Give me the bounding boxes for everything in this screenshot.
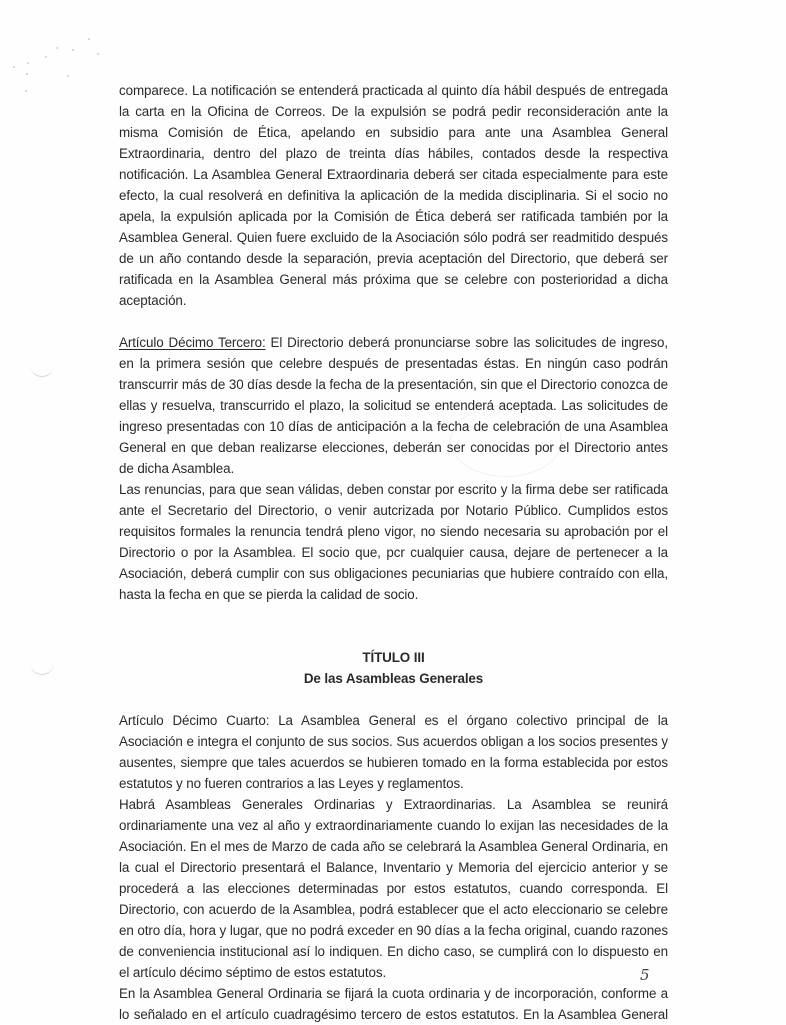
paragraph-renuncias: Las renuncias, para que sean válidas, deben constar por escrito y la firma debe ser ratificada ante el Secretario del Directorio, o venir autcrizada por Notario Público. Cumplidos estos requisitos formales la renuncia tendrá pleno vigor, no siendo necesaria su aprobación por el Directorio o por la Asamblea. El socio que, pcr cualquier causa, dejare de pertenecer a la Asociación, deberá cumplir con sus obligaciones pecuniarias que hubiere contraído con ella, hasta la fecha en que se pierda la calidad de socio. (119, 482, 668, 602)
page-number: 5 (640, 966, 650, 984)
article-text: El Directorio deberá pronunciarse sobre las solicitudes de ingreso, en la primera sesión que celebre después de presentadas éstas. En ningún caso podrán transcurrir más de 30 días desde la fecha de la presentación, sin que el Directorio conozca de ellas y resuelva, transcurrido el plazo, la solicitud se entenderá aceptada. Las solicitudes de ingreso presentadas con 10 días de anticipación a la fecha de celebración de una Asamblea General en que deban realizarse elecciones, deberán ser conocidas por el Directorio antes de dicha Asamblea. (119, 335, 668, 476)
article-label: Artículo Décimo Tercero: (119, 335, 266, 350)
punch-hole-mark (30, 362, 54, 377)
section-subtitle: De las Asambleas Generales (303, 671, 484, 686)
paragraph-articulo-14: Artículo Décimo Cuarto: La Asamblea General es el órgano colectivo principal de la Asociación e integra el conjunto de sus socios. Sus acuerdos obligan a los socios presentes y ausentes, siempre que tales acuerdos se hubieren tomado en la forma establecida por estos estatutos y no fueren contrarios a las Leyes y reglamentos. (119, 713, 668, 791)
paragraph-cuota: En la Asamblea General Ordinaria se fijará la cuota ordinaria y de incorporación, conforme a lo señalado en el artículo cuadragésimo tercero de estos estatutos. En la Asamblea General (119, 986, 668, 1022)
paragraph-articulo-13 (119, 332, 668, 479)
scan-specks (0, 0, 110, 100)
punch-hole-mark (30, 660, 54, 675)
paragraph-asambleas-tipos: Habrá Asambleas Generales Ordinarias y Extraordinarias. La Asamblea se reunirá ordinariamente una vez al año y extraordinariamente cuando lo exijan las necesidades de la Asociación. En el mes de Marzo de cada año se celebrará la Asamblea General Ordinaria, en la cual el Directorio presentará el Balance, Inventario y Memoria del ejercicio anterior y se procederá a las elecciones determinadas por estos estatutos, cuando corresponda. El Directorio, con acuerdo de la Asamblea, podrá establecer que el acto eleccionario se celebre en otro día, hora y lugar, que no podrá exceder en 90 días a la fecha original, cuando razones de conveniencia institucional así lo indiquen. En dicho caso, se cumplirá con lo dispuesto en el artículo décimo séptimo de estos estatutos. (119, 797, 668, 980)
section-title: TÍTULO III (362, 650, 425, 665)
document-body (119, 80, 668, 1025)
paragraph-expulsion: comparece. La notificación se entenderá practicada al quinto día hábil después de entregada la carta en la Oficina de Correos. De la expulsión se podrá pedir reconsideración ante la misma Comisión de Ética, apelando en subsidio para ante una Asamblea General Extraordinaria, dentro del plazo de treinta días hábiles, contados desde la respectiva notificación. La Asamblea General Extraordinaria deberá ser citada especialmente para este efecto, la cual resolverá en definitiva la aplicación de la medida disciplinaria. Si el socio no apela, la expulsión aplicada por la Comisión de Ética deberá ser ratificada también por la Asamblea General. Quien fuere excluido de la Asociación sólo podrá ser readmitido después de un año contando desde la separación, previa aceptación del Directorio, que deberá ser ratificada en la Asamblea General más próxima que se celebre con posterioridad a dicha aceptación. (119, 83, 668, 308)
